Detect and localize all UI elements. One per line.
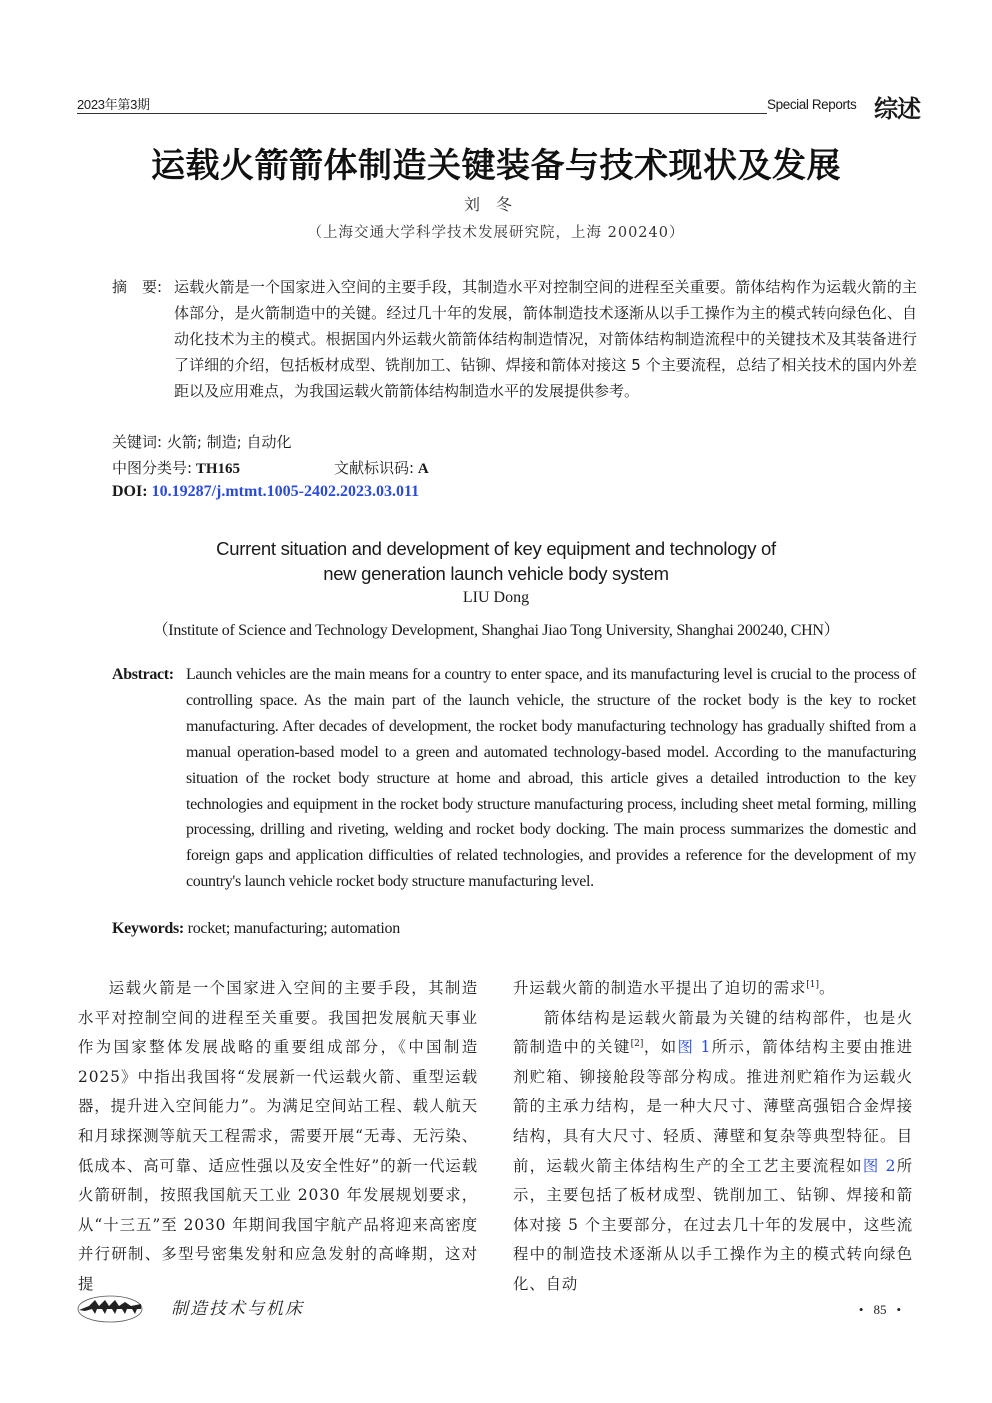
clc-value: TH165 [192,461,240,477]
bullet-icon: • [858,1302,864,1317]
section-label-en: Special Reports [767,97,857,112]
paragraph-text: 所示，主要包括了板材成型、铣削加工、钻铆、焊接和箭体对接 5 个主要部分，在过去几十年的发展中，这些流程中的制造技术逐渐从以手工操作为主的模式转向绿色化、自动 [513,1156,914,1293]
body-column-left [78,974,478,1300]
citation-ref-2[interactable]: [2] [630,1039,644,1050]
clc-label: 中图分类号: [112,459,193,477]
doi-link[interactable]: 10.19287/j.mtmt.1005-2402.2023.03.011 [147,483,420,500]
journal-logo-icon [75,1294,145,1324]
body-column-right [513,974,913,1300]
figure-1-link[interactable]: 图 1 [677,1038,712,1057]
running-header [77,92,920,122]
keywords-en [112,920,400,938]
page-number [849,1302,911,1318]
keywords-cn-label: 关键词: [112,433,163,451]
doi-label: DOI: [112,483,148,500]
paragraph-text: 箭体结构是运载火箭最为关键的结构部件，也是火箭制造中的关键 [513,1008,913,1057]
paragraph-text: 所示，箭体结构主要由推进剂贮箱、铆接舱段等部分构成。推进剂贮箱作为运载火箭的主承力结构，是一种大尺寸、薄壁高强铝合金焊接结构，具有大尺寸、轻质、薄壁和复杂等典型特征。目前，运载火箭主体结构生产的全工艺主要流程如 [513,1038,913,1175]
doc-code-label: 文献标识码: [334,459,415,477]
keywords-en-text: rocket; manufacturing; automation [183,920,400,937]
page-footer [75,1292,925,1332]
author-en: LIU Dong [462,589,530,606]
section-label-cn: 综述 [874,95,920,123]
title-en-line-1: Current situation and development of key equipment and technology of [216,538,776,559]
classification-line [112,457,429,478]
body-paragraph-continued [513,974,913,1004]
paragraph-text: 。 [818,979,836,997]
article-title-en [0,536,992,586]
figure-2-link[interactable]: 图 2 [862,1156,897,1175]
doi-line [112,483,419,501]
affiliation-en: （Institute of Science and Technology Development, Shanghai Jiao Tong University, Shanghai 200240, CHN） [152,622,840,639]
abstract-en-label: Abstract: [112,666,174,683]
page-number-value: 85 [873,1302,887,1317]
author-cn: 刘冬 [463,195,528,214]
journal-name: 制造技术与机床 [171,1299,304,1319]
abstract-en [112,662,916,895]
bullet-icon: • [896,1302,901,1317]
header-rule [77,113,767,114]
affiliation-cn: （上海交通大学科学技术发展研究院，上海 200240） [307,225,685,241]
keywords-cn-text: 火箭; 制造; 自动化 [162,433,292,451]
title-en-line-2: new generation launch vehicle body system [323,563,669,584]
paragraph-text: ，如 [643,1038,678,1057]
article-title-cn: 运载火箭箭体制造关键装备与技术现状及发展 [151,146,841,186]
keywords-cn [112,431,291,452]
body-paragraph [513,1004,913,1300]
abstract-en-text: Launch vehicles are the main means for a country to enter space, and its manufacturing level is crucial to the process of controlling space. As the main part of the launch vehicle, the structure of the rocket body is the key to rocket manufacturing. After decades of development, the rocket body manufacturing technology has gradually shifted from a manual operation-based model to a green and automated technology-based model. According to the manufacturing situation of the rocket body structure at home and abroad, this article gives a detailed introduction to the key technologies and equipment in the rocket body structure manufacturing process, including sheet metal forming, milling processing, drilling and riveting, welding and rocket body docking. The main process summarizes the domestic and foreign gaps and application difficulties of related technologies, and provides a reference for the development of my country's launch vehicle rocket body structure manufacturing level. [186,666,916,891]
issue-label: 2023年第3期 [77,97,150,112]
paragraph-text: 升运载火箭的制造水平提出了迫切的需求 [513,979,807,997]
body-paragraph: 运载火箭是一个国家进入空间的主要手段，其制造水平对控制空间的进程至关重要。我国把发展航天事业作为国家整体发展战略的重要组成部分，《中国制造 2025》中指出我国将“发展新一代运载火箭、重型运载器，提升进入空间能力”。为满足空间站工程、载人航天和月球探测等航天工程需求，需要开展“无毒、无污染、低成本、高可靠、适应性强以及安全性好”的新一代运载火箭研制，按照我国航天工业 2030 年发展规划要求，从“十三五”至 2030 年期间我国宇航产品将迎来高密度并行研制、多型号密集发射和应急发射的高峰期，这对提 [78,979,478,1293]
keywords-en-label: Keywords: [112,920,184,937]
citation-ref-1[interactable]: [1] [806,980,819,990]
abstract-cn-label: 摘 要: [112,278,163,296]
abstract-cn [112,274,917,404]
abstract-cn-text: 运载火箭是一个国家进入空间的主要手段，其制造水平对控制空间的进程至关重要。箭体结构作为运载火箭的主体部分，是火箭制造中的关键。经过几十年的发展，箭体制造技术逐渐从以手工操作为主的模式转向绿色化、自动化技术为主的模式。根据国内外运载火箭箭体结构制造情况，对箭体结构制造流程中的关键技术及其装备进行了详细的介绍，包括板材成型、铣削加工、钻铆、焊接和箭体对接这 5 个主要流程，总结了相关技术的国内外差距以及应用难点，为我国运载火箭箭体结构制造水平的发展提供参考。 [174,278,917,400]
doc-code-value: A [414,461,429,477]
doc-code [334,457,429,478]
